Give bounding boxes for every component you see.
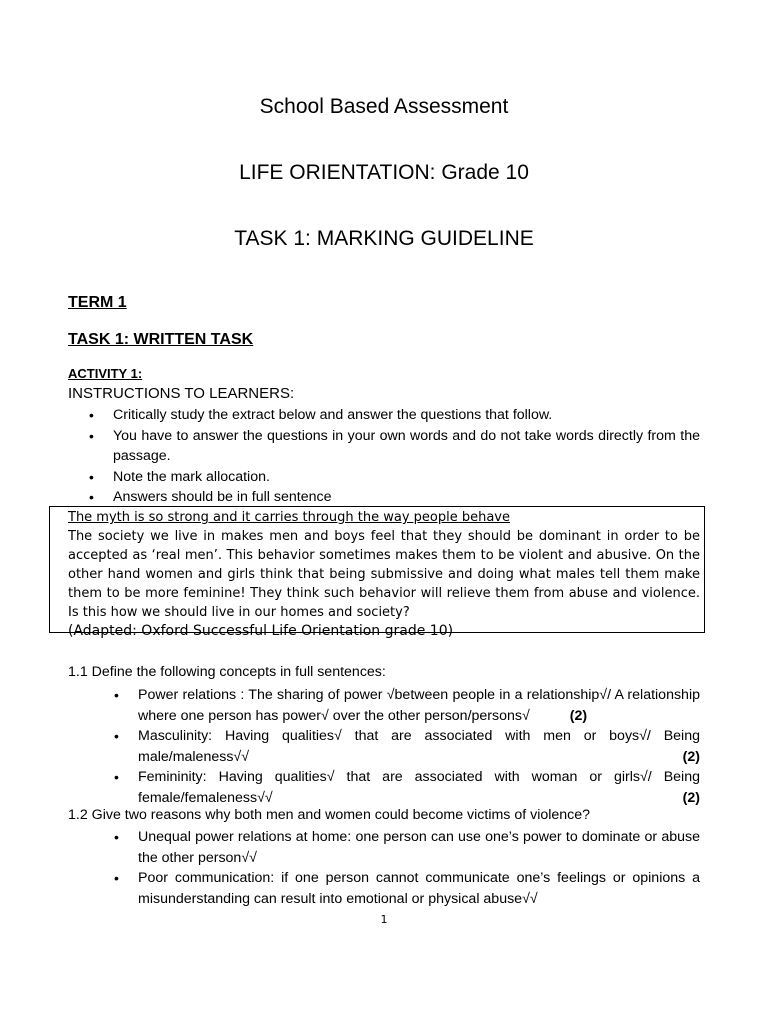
answer-item: [138, 767, 700, 808]
answer-text: Femininity: Having qualities√ that are associated with woman or girls√/ Being female/femaleness√√: [138, 769, 700, 806]
answer-item: [138, 726, 700, 767]
answer-item: • Poor communication: if one person cannot communicate one’s feelings or opinions a misunderstanding can result into emotional or physical abuse√√: [138, 868, 700, 909]
term-heading: TERM 1: [68, 294, 127, 311]
question-1-1-prompt: 1.1 Define the following concepts in full sentences:: [68, 664, 386, 680]
extract-source: (Adapted: Oxford Successful Life Orientation grade 10): [68, 623, 454, 639]
document-title: School Based Assessment: [259, 95, 509, 118]
answer-text: Masculinity: Having qualities√ that are associated with men or boys√/ Being male/maleness√√: [138, 728, 700, 765]
instruction-item: • You have to answer the questions in your own words and do not take words directly from the passage.: [113, 426, 700, 467]
task-title: TASK 1: MARKING GUIDELINE: [234, 227, 534, 250]
question-1-1-answers: [138, 685, 700, 808]
page-number: 1: [380, 913, 388, 926]
instruction-item: • Answers should be in full sentence: [113, 487, 700, 508]
answer-item: [138, 685, 700, 726]
instructions-title: INSTRUCTIONS TO LEARNERS:: [68, 385, 295, 402]
subject-title: LIFE ORIENTATION: Grade 10: [239, 161, 529, 184]
task-heading: TASK 1: WRITTEN TASK: [68, 331, 254, 348]
instructions-list: [113, 405, 700, 508]
instruction-item: • Note the mark allocation.: [113, 467, 700, 488]
question-1-2-prompt: 1.2 Give two reasons why both men and women could become victims of violence?: [68, 807, 591, 823]
mark-allocation: (2): [569, 707, 588, 724]
instruction-item: • Critically study the extract below and answer the questions that follow.: [113, 405, 700, 426]
answer-text: Power relations : The sharing of power √between people in a relationship√/ A relationship where one person has power√ over the other person/persons√: [138, 687, 700, 724]
extract-text: [68, 508, 700, 641]
mark-allocation: (2): [682, 789, 700, 806]
extract-body: The society we live in makes men and boys feel that they should be dominant in order to be accepted as ‘real men’. This behavior sometimes makes them to be violent and abusive. On the other hand women and girls think that being submissive and doing what males tell them make them to be more feminine! They think such behavior will relieve them from abuse and violence. Is this how we should live in our homes and society?: [68, 529, 700, 620]
activity-heading: ACTIVITY 1:: [68, 366, 143, 381]
answer-item: • Unequal power relations at home: one person can use one’s power to dominate or abuse the other person√√: [138, 827, 700, 868]
extract-title: The myth is so strong and it carries through the way people behave: [68, 510, 510, 525]
question-1-2-answers: [138, 827, 700, 909]
mark-allocation: (2): [682, 748, 700, 765]
